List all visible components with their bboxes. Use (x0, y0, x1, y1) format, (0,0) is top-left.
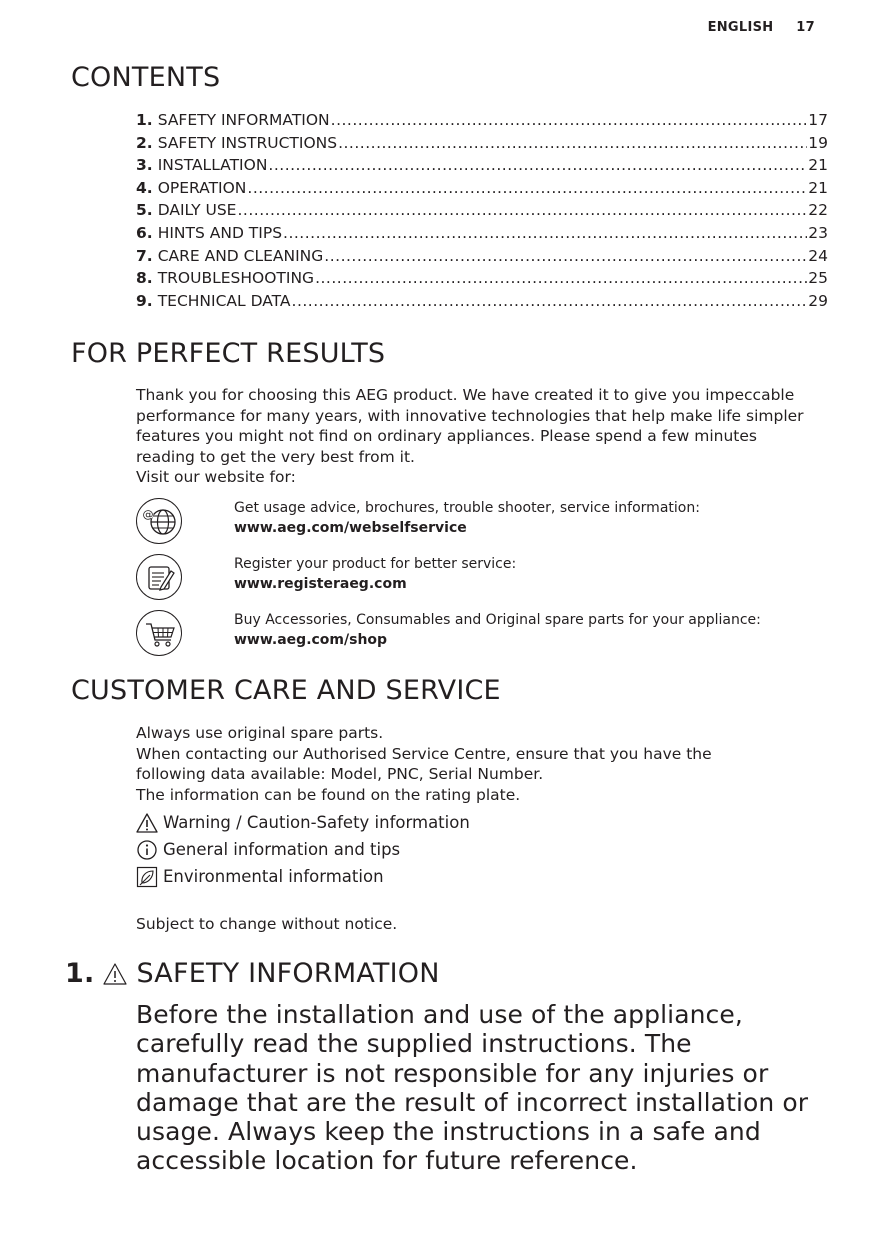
care-line-2: When contacting our Authorised Service Centre, ensure that you have the following data available: Model, PNC, Serial Number. (136, 744, 712, 783)
toc-label: DAILY USE (157, 201, 237, 220)
shop-text: Buy Accessories, Consumables and Original spare parts for your appliance: (234, 612, 761, 628)
register-row (136, 554, 836, 606)
webselfservice-info (234, 498, 700, 538)
toc-number: 7. (136, 246, 153, 265)
legend-environment (136, 866, 384, 888)
leaf-icon (136, 866, 158, 888)
toc-leader (324, 245, 807, 268)
toc-item[interactable] (136, 199, 828, 222)
toc-page: 22 (808, 201, 828, 220)
care-line-1: Always use original spare parts. (136, 724, 384, 742)
toc-leader (283, 222, 807, 245)
toc-number: 1. (136, 111, 153, 129)
safety-intro-text: Before the installation and use of the appliance, carefully read the supplied instructions. The manufacturer is not responsible for any injuries or damage that are the result of incorrect installation or usage. Always keep the instructions in a safe and accessible location for future reference. (136, 1000, 809, 1176)
webselfservice-link[interactable]: www.aeg.com/webselfservice (234, 520, 467, 536)
toc-leader (338, 132, 807, 155)
toc-label: TROUBLESHOOTING (157, 269, 315, 288)
toc-number: 6. (136, 223, 153, 242)
toc-leader (247, 177, 807, 200)
visit-text: Visit our website for: (136, 468, 296, 486)
toc-page: 25 (808, 269, 828, 288)
svg-text:@: @ (142, 508, 154, 521)
care-line-3: The information can be found on the rating plate. (136, 785, 521, 804)
language-label: ENGLISH (707, 20, 774, 35)
change-notice: Subject to change without notice. (136, 915, 398, 933)
toc-item[interactable] (136, 290, 828, 313)
toc-label: HINTS AND TIPS (157, 223, 283, 242)
toc-label: SAFETY INFORMATION (157, 111, 330, 129)
webselfservice-row (136, 498, 836, 550)
toc-leader (268, 154, 807, 177)
toc-item[interactable] (136, 245, 828, 268)
toc-page: 29 (808, 291, 828, 310)
toc-number: 2. (136, 133, 153, 152)
intro-text: Thank you for choosing this AEG product. We have created it to give you impeccable performance for many years, with innovative technologies that help make life simpler features you might not find on ordinary appliances. Please spend a few minutes reading to get the very best from it. (136, 386, 804, 466)
toc-item[interactable] (136, 109, 828, 132)
legend-warning (136, 812, 470, 834)
safety-heading (65, 958, 440, 989)
info-circle-icon (136, 839, 158, 861)
toc-label: INSTALLATION (157, 156, 268, 175)
toc-page: 21 (808, 156, 828, 175)
register-link[interactable]: www.registeraeg.com (234, 576, 407, 592)
legend-info-text: General information and tips (163, 840, 401, 859)
legend-environment-text: Environmental information (163, 867, 384, 886)
webselfservice-text: Get usage advice, brochures, trouble shooter, service information: (234, 500, 700, 516)
shop-info (234, 610, 761, 650)
toc-label: CARE AND CLEANING (157, 246, 324, 265)
toc-page: 23 (808, 223, 828, 242)
register-info (234, 554, 516, 594)
globe-at-icon (136, 498, 182, 544)
register-text: Register your product for better service: (234, 556, 517, 572)
toc-item[interactable] (136, 177, 828, 200)
toc-item[interactable] (136, 154, 828, 177)
customer-care-text (136, 723, 776, 805)
toc-item[interactable] (136, 222, 828, 245)
legend-info (136, 839, 400, 861)
toc-number: 5. (136, 201, 153, 220)
contents-title: CONTENTS (71, 62, 221, 93)
table-of-contents (136, 109, 828, 312)
safety-number: 1. (65, 958, 95, 989)
toc-page: 21 (808, 178, 828, 197)
perfect-results-intro (136, 385, 816, 488)
toc-leader (237, 199, 807, 222)
toc-number: 3. (136, 156, 153, 175)
toc-item[interactable] (136, 267, 828, 290)
page-number: 17 (796, 20, 815, 35)
toc-number: 4. (136, 178, 153, 197)
toc-number: 9. (136, 291, 153, 310)
customer-care-title: CUSTOMER CARE AND SERVICE (71, 675, 501, 706)
toc-leader (292, 290, 808, 313)
safety-title: SAFETY INFORMATION (136, 958, 440, 989)
toc-item[interactable] (136, 132, 828, 155)
toc-leader (331, 109, 808, 132)
legend-warning-text: Warning / Caution-Safety information (163, 813, 470, 832)
page-header (708, 20, 815, 35)
warning-triangle-icon (136, 812, 158, 834)
toc-page: 24 (808, 246, 828, 265)
toc-page: 17 (808, 111, 828, 129)
register-document-icon (136, 554, 182, 600)
toc-page: 19 (808, 133, 828, 152)
warning-triangle-icon (102, 961, 128, 987)
toc-label: SAFETY INSTRUCTIONS (157, 133, 338, 152)
toc-leader (315, 267, 807, 290)
shopping-cart-icon (136, 610, 182, 656)
toc-label: TECHNICAL DATA (157, 291, 291, 310)
toc-number: 8. (136, 269, 153, 288)
toc-label: OPERATION (157, 178, 247, 197)
shop-row (136, 610, 836, 662)
perfect-results-title: FOR PERFECT RESULTS (71, 338, 386, 369)
shop-link[interactable]: www.aeg.com/shop (234, 632, 388, 648)
